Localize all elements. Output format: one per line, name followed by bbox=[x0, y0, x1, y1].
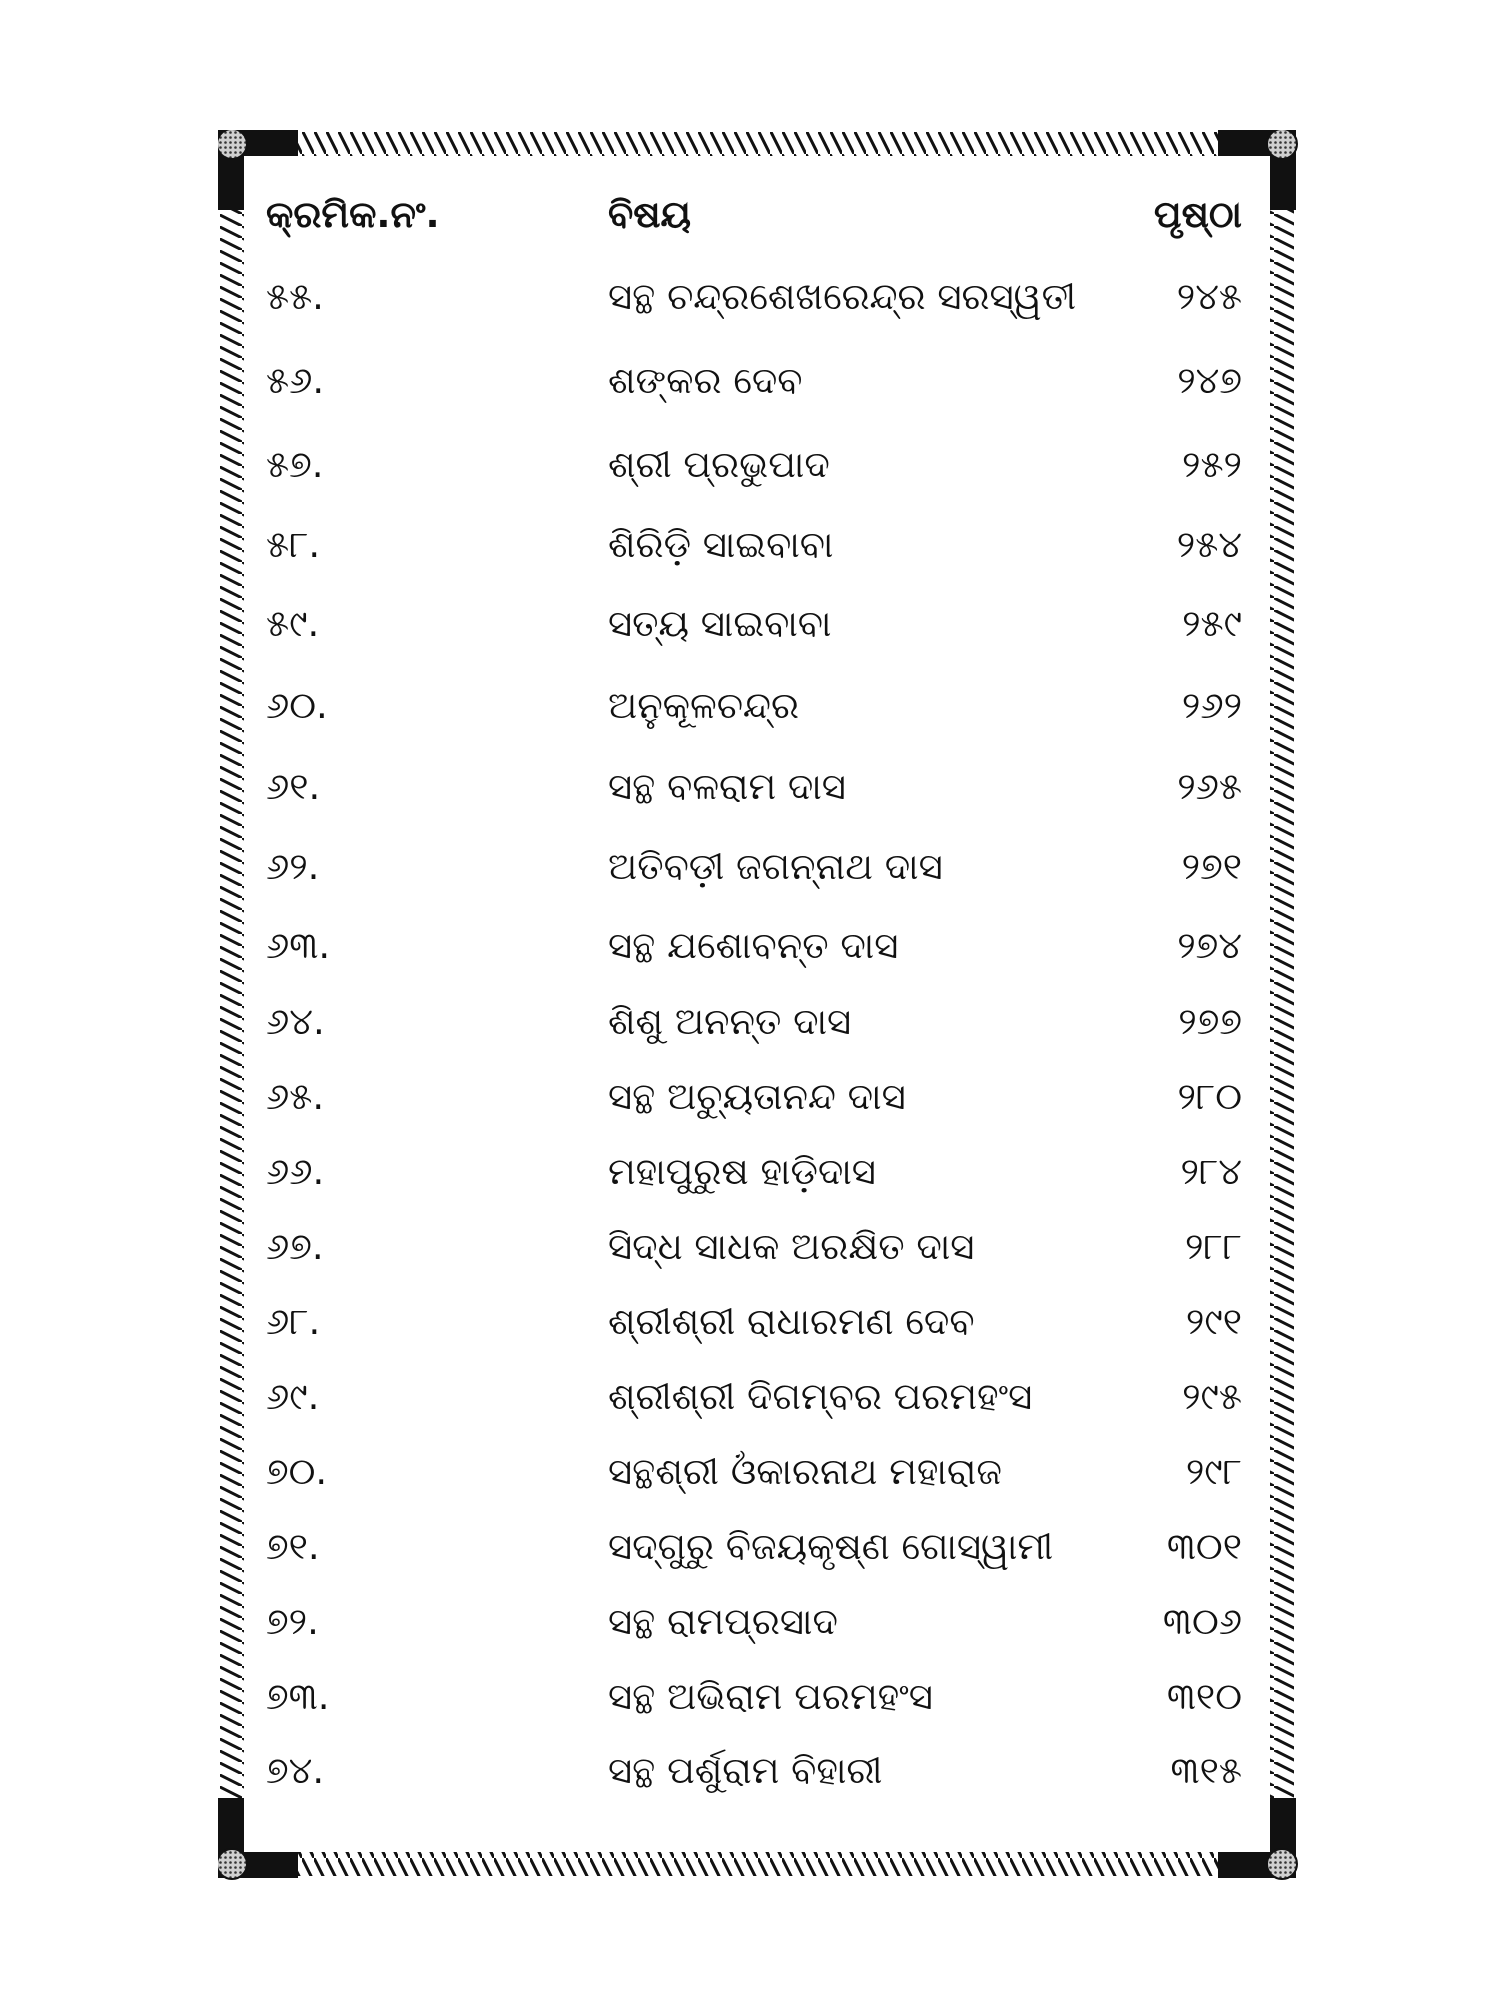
entry-number: ୬୮. bbox=[266, 1300, 321, 1343]
toc-entry[interactable] bbox=[218, 669, 1298, 743]
entry-title: ସନ୍ଥ ବଳରାମ ଦାସ bbox=[608, 765, 846, 808]
toc-entry[interactable] bbox=[218, 1660, 1298, 1734]
entry-page: ୨୮୦ bbox=[1177, 1075, 1242, 1118]
toc-entry[interactable] bbox=[218, 909, 1298, 983]
toc-entry[interactable] bbox=[218, 750, 1298, 824]
entry-title: ସନ୍ଥ ଅଭିରାମ ପରମହଂସ bbox=[608, 1675, 933, 1718]
entry-number: ୭୦. bbox=[266, 1450, 328, 1493]
table-of-contents bbox=[218, 130, 1298, 1880]
entry-number: ୫୬. bbox=[266, 359, 325, 402]
entry-title: ସଦ୍‌ଗୁରୁ ବିଜୟକୃଷ୍ଣ ଗୋସ୍ୱାମୀ bbox=[608, 1525, 1054, 1568]
toc-entry[interactable] bbox=[218, 428, 1298, 502]
toc-entry[interactable] bbox=[218, 587, 1298, 661]
entry-page: ୨୬୫ bbox=[1177, 765, 1242, 808]
entry-page: ୨୮୮ bbox=[1184, 1225, 1242, 1268]
entry-number: ୫୭. bbox=[266, 443, 324, 486]
entry-page: ୨୪୫ bbox=[1176, 275, 1242, 318]
entry-number: ୫୮. bbox=[266, 523, 321, 566]
entry-page: ୨୫୨ bbox=[1182, 443, 1242, 486]
entry-number: ୭୨. bbox=[266, 1600, 319, 1643]
toc-header-row bbox=[218, 178, 1298, 252]
subject-heading: ବିଷୟ bbox=[608, 193, 692, 236]
entry-title: ଅତିବଡ଼ୀ ଜଗନ୍ନାଥ ଦାସ bbox=[608, 845, 943, 888]
toc-entry[interactable] bbox=[218, 1360, 1298, 1434]
entry-number: ୬୨. bbox=[266, 845, 320, 888]
entry-page: ୩୧୦ bbox=[1166, 1675, 1242, 1718]
entry-page: ୩୧୫ bbox=[1170, 1749, 1242, 1792]
entry-page: ୨୯୧ bbox=[1185, 1300, 1242, 1343]
entry-page: ୨୮୪ bbox=[1180, 1150, 1242, 1193]
entry-page: ୨୭୪ bbox=[1177, 924, 1242, 967]
toc-entry[interactable] bbox=[218, 1585, 1298, 1659]
toc-entry[interactable] bbox=[218, 344, 1298, 418]
entry-title: ଶ୍ରୀ ପ୍ରଭୁପାଦ bbox=[608, 443, 830, 486]
entry-page: ୨୫୯ bbox=[1182, 602, 1242, 645]
entry-title: ସନ୍ଥ ପର୍ଶୁରାମ ବିହାରୀ bbox=[608, 1749, 883, 1792]
entry-number: ୬୯. bbox=[266, 1375, 320, 1418]
entry-title: ସନ୍ଥ ଯଶୋବନ୍ତ ଦାସ bbox=[608, 924, 899, 967]
entry-page: ୨୯୫ bbox=[1182, 1375, 1242, 1418]
toc-entry[interactable] bbox=[218, 985, 1298, 1059]
entry-number: ୫୯. bbox=[266, 602, 320, 645]
entry-number: ୬୫. bbox=[266, 1075, 325, 1118]
entry-title: ମହାପୁରୁଷ ହାଡ଼ିଦାସ bbox=[608, 1150, 876, 1193]
toc-entry[interactable] bbox=[218, 1060, 1298, 1134]
entry-title: ଶିରିଡ଼ି ସାଇବାବା bbox=[608, 523, 834, 566]
entry-title: ଶିଶୁ ଅନନ୍ତ ଦାସ bbox=[608, 1000, 852, 1043]
toc-entry[interactable] bbox=[218, 1210, 1298, 1284]
entry-title: ସନ୍ଥଶ୍ରୀ ଓଁକାରନାଥ ମହାରାଜ bbox=[608, 1450, 1002, 1493]
toc-entry[interactable] bbox=[218, 1435, 1298, 1509]
page-heading: ପୃଷ୍ଠା bbox=[1153, 193, 1242, 236]
entry-title: ସନ୍ଥ ଅଚ୍ୟୁତାନନ୍ଦ ଦାସ bbox=[608, 1075, 906, 1118]
entry-title: ସିଦ୍ଧ ସାଧକ ଅରକ୍ଷିତ ଦାସ bbox=[608, 1225, 975, 1268]
entry-page: ୩୦୬ bbox=[1162, 1600, 1242, 1643]
entry-number: ୫୫. bbox=[266, 275, 324, 318]
toc-entry[interactable] bbox=[218, 1734, 1298, 1808]
entry-title: ଅନୁକୂଳଚନ୍ଦ୍ର bbox=[608, 684, 799, 727]
toc-entry[interactable] bbox=[218, 1285, 1298, 1359]
toc-entry[interactable] bbox=[218, 508, 1298, 582]
entry-title: ସତ୍ୟ ସାଇବାବା bbox=[608, 602, 832, 645]
entry-page: ୨୫୪ bbox=[1176, 523, 1242, 566]
entry-number: ୬୩. bbox=[266, 924, 331, 967]
entry-page: ୨୬୨ bbox=[1181, 684, 1242, 727]
entry-page: ୨୭୧ bbox=[1181, 845, 1242, 888]
serial-number-heading: କ୍ରମିକ.ନଂ. bbox=[266, 193, 440, 236]
entry-number: ୭୩. bbox=[266, 1675, 330, 1718]
entry-number: ୬୪. bbox=[266, 1000, 325, 1043]
entry-title: ଶ୍ରୀଶ୍ରୀ ରାଧାରମଣ ଦେବ bbox=[608, 1300, 975, 1343]
entry-page: ୨୪୭ bbox=[1177, 359, 1242, 402]
entry-page: ୨୭୭ bbox=[1178, 1000, 1242, 1043]
toc-entry[interactable] bbox=[218, 260, 1298, 334]
entry-title: ଶଙ୍କର ଦେବ bbox=[608, 359, 803, 402]
entry-page: ୨୯୮ bbox=[1185, 1450, 1242, 1493]
entry-number: ୬୧. bbox=[266, 765, 321, 808]
toc-entry[interactable] bbox=[218, 830, 1298, 904]
entry-number: ୭୪. bbox=[266, 1749, 325, 1792]
entry-page: ୩୦୧ bbox=[1166, 1525, 1242, 1568]
entry-title: ଶ୍ରୀଶ୍ରୀ ଦିଗମ୍ବର ପରମହଂସ bbox=[608, 1375, 1033, 1418]
entry-number: ୬୬. bbox=[266, 1150, 325, 1193]
entry-number: ୭୧. bbox=[266, 1525, 320, 1568]
entry-title: ସନ୍ଥ ଚନ୍ଦ୍ରଶେଖରେନ୍ଦ୍ର ସରସ୍ୱତୀ bbox=[608, 275, 1077, 318]
toc-entry[interactable] bbox=[218, 1510, 1298, 1584]
entry-number: ୬୦. bbox=[266, 684, 328, 727]
entry-title: ସନ୍ଥ ରାମପ୍ରସାଦ bbox=[608, 1600, 838, 1643]
entry-number: ୬୭. bbox=[266, 1225, 324, 1268]
toc-frame bbox=[218, 130, 1298, 1880]
toc-entry[interactable] bbox=[218, 1135, 1298, 1209]
